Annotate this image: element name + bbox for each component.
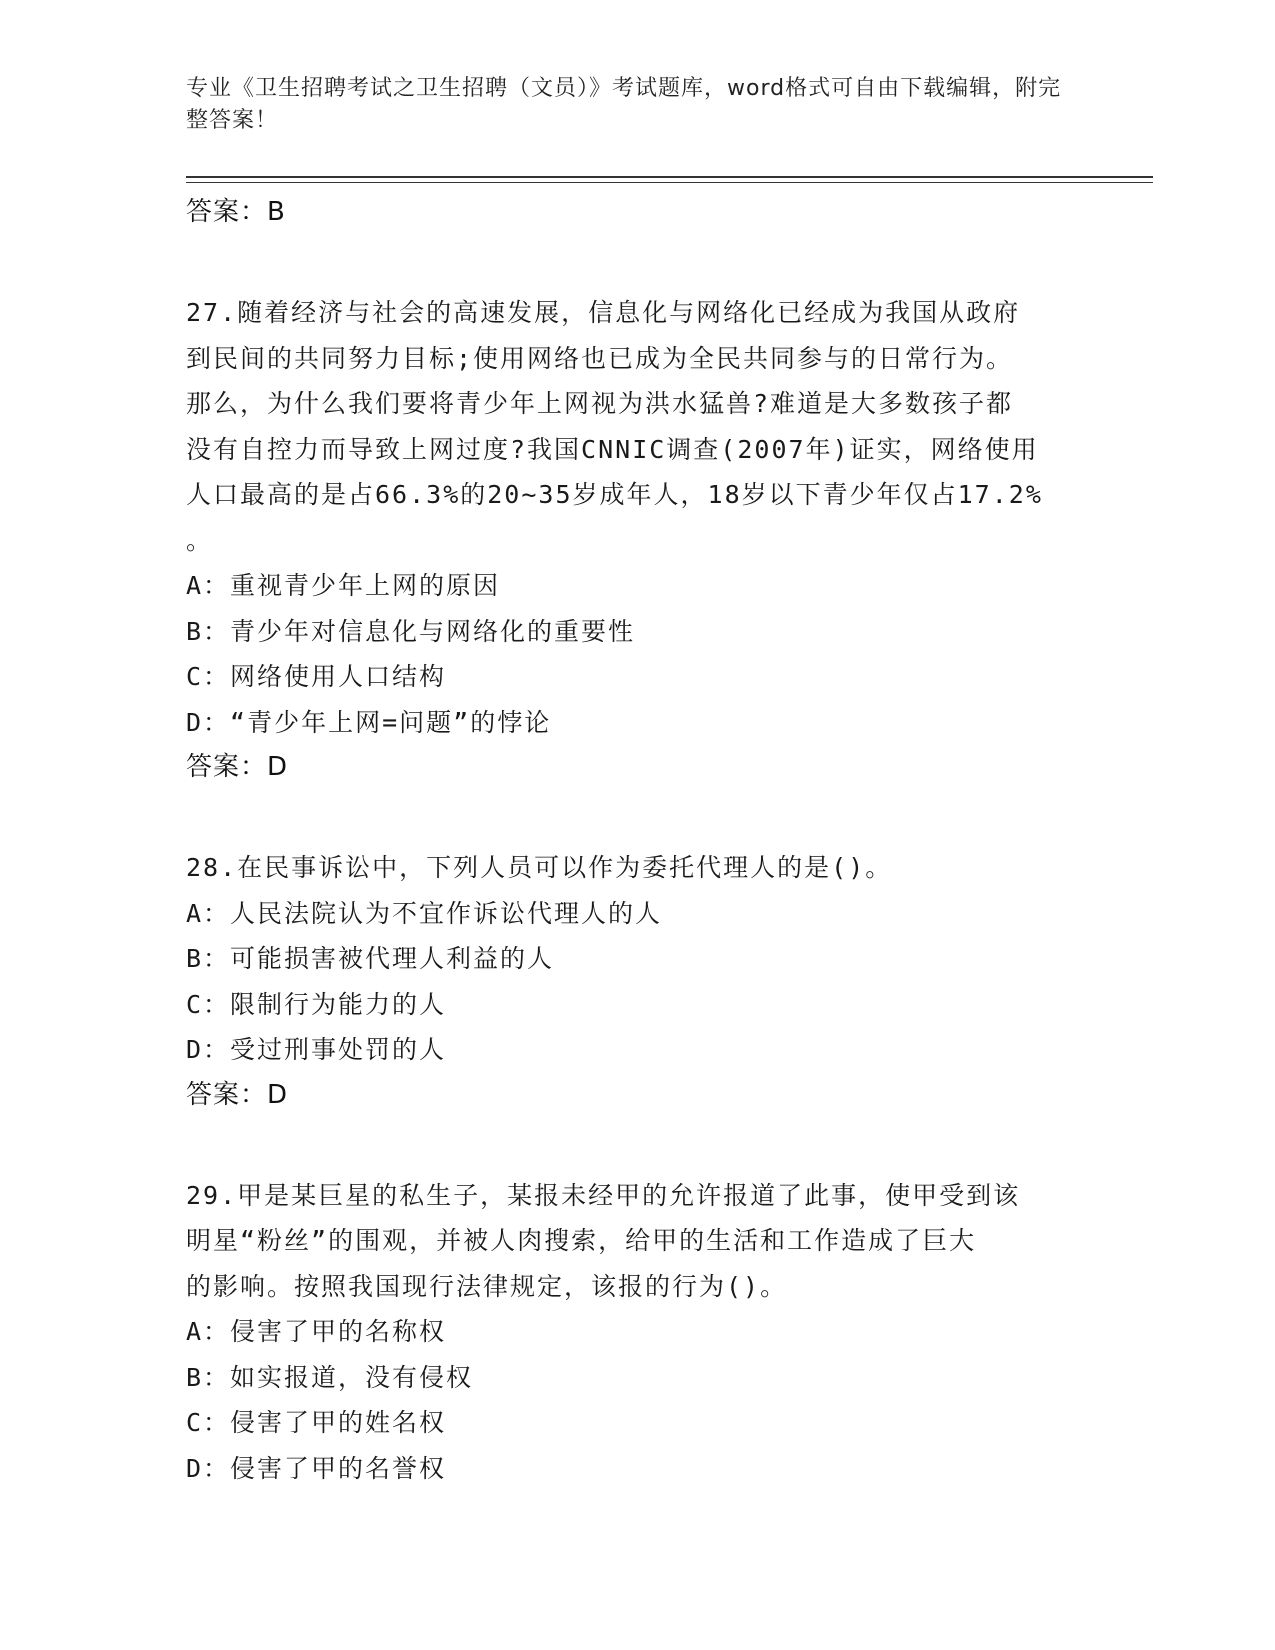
option-a: A：重视青少年上网的原因 bbox=[186, 571, 501, 600]
question-line: 29.甲是某巨星的私生子，某报未经甲的允许报道了此事，使甲受到该 bbox=[186, 1180, 1021, 1210]
option-b: B：如实报道，没有侵权 bbox=[186, 1362, 474, 1392]
option-a: A：人民法院认为不宜作诉讼代理人的人 bbox=[186, 898, 663, 928]
question-line: 没有自控力而导致上网过度?我国CNNIC调查(2007年)证实，网络使用 bbox=[186, 434, 1039, 464]
option-a: A：侵害了甲的名称权 bbox=[186, 1317, 447, 1346]
header-divider-thin bbox=[186, 182, 1153, 183]
question-line: 28.在民事诉讼中，下列人员可以作为委托代理人的是()。 bbox=[186, 853, 893, 882]
option-d: D：侵害了甲的名誉权 bbox=[186, 1453, 447, 1483]
question-line: 到民间的共同努力目标;使用网络也已成为全民共同参与的日常行为。 bbox=[186, 343, 1014, 373]
question-27 bbox=[186, 290, 1086, 789]
option-b: B：可能损害被代理人利益的人 bbox=[186, 944, 555, 973]
option-c: C：限制行为能力的人 bbox=[186, 989, 447, 1019]
question-29 bbox=[186, 1173, 1086, 1492]
question-line: 27.随着经济与社会的高速发展，信息化与网络化已经成为我国从政府 bbox=[186, 298, 1021, 327]
answer: 答案：D bbox=[186, 752, 289, 782]
question-line: 那么，为什么我们要将青少年上网视为洪水猛兽?难道是大多数孩子都 bbox=[186, 389, 1014, 418]
question-line: 人口最高的是占66.3%的20~35岁成年人，18岁以下青少年仅占17.2% bbox=[186, 480, 1043, 509]
question-line: 的影响。按照我国现行法律规定，该报的行为()。 bbox=[186, 1271, 788, 1301]
document-header: 专业《卫生招聘考试之卫生招聘（文员）》考试题库，word格式可自由下载编辑，附完整答案！ bbox=[186, 76, 1062, 133]
answer: 答案：D bbox=[186, 1079, 289, 1110]
question-line: 明星“粉丝”的围观，并被人肉搜索，给甲的生活和工作造成了巨大 bbox=[186, 1226, 977, 1255]
option-c: C：网络使用人口结构 bbox=[186, 662, 447, 691]
question-line: 。 bbox=[186, 525, 214, 555]
previous-answer: 答案：B bbox=[186, 197, 286, 227]
option-d: D：受过刑事处罚的人 bbox=[186, 1035, 447, 1064]
option-b: B：青少年对信息化与网络化的重要性 bbox=[186, 616, 636, 646]
option-d: D：“青少年上网=问题”的悖论 bbox=[186, 707, 552, 737]
question-content bbox=[186, 190, 1086, 1547]
question-28 bbox=[186, 845, 1086, 1117]
header-divider bbox=[186, 176, 1153, 178]
option-c: C：侵害了甲的姓名权 bbox=[186, 1408, 447, 1437]
